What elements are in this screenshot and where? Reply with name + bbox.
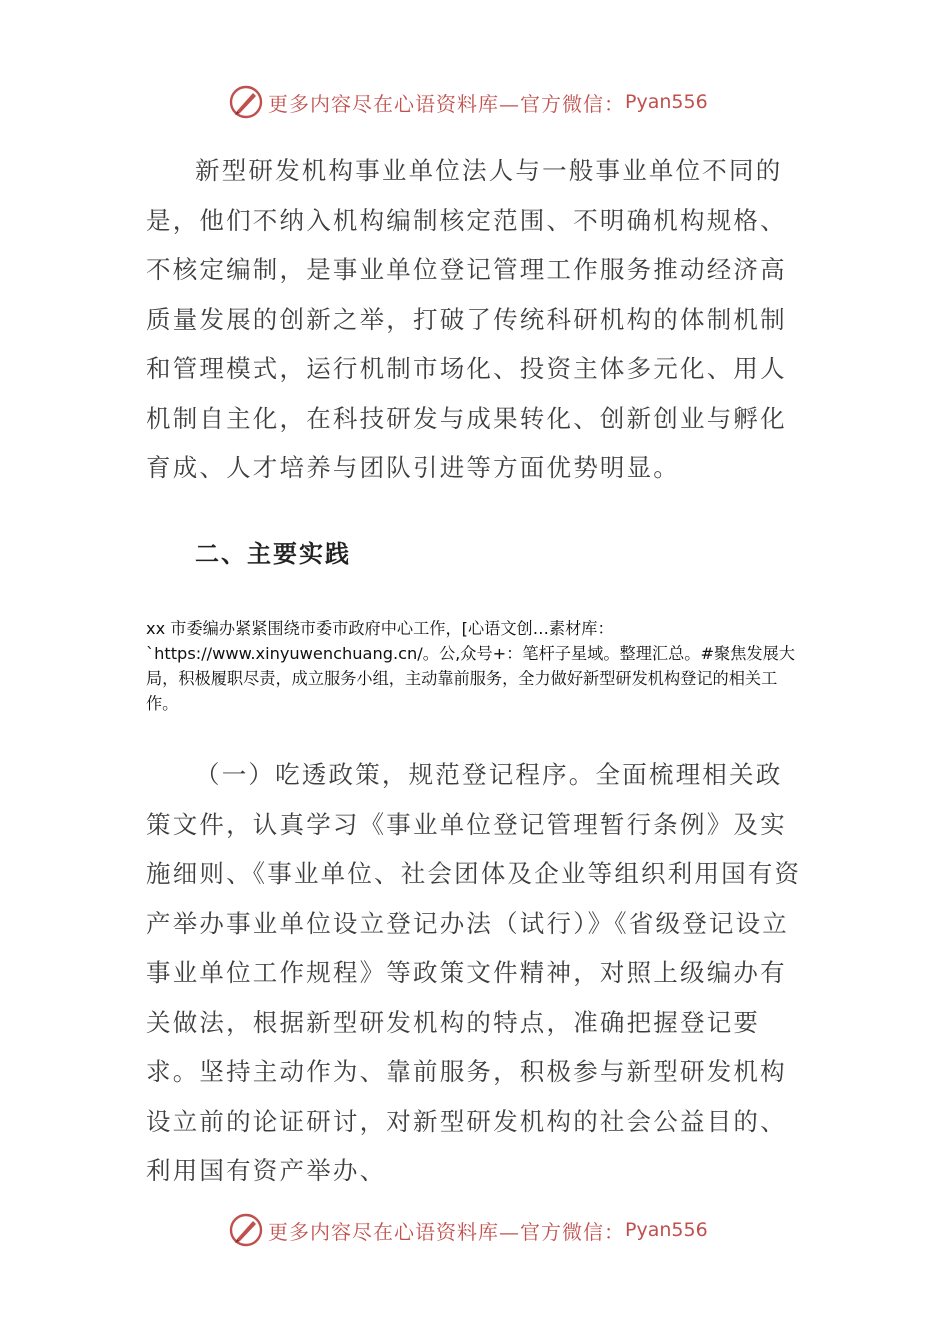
paragraph-2-text: （一）吃透政策，规范登记程序。全面梳理相关政策文件，认真学习《事业单位登记管理暂行条例》及实施细则、《事业单位、社会团体及企业等组织利用国有资产举办事业单位设立登记办法（试行）》《省级登记设立事业单位工作规程》等政策文件精神，对照上级编办有关做法，根据新型研发机构的特点，准确把握登记要求。坚持主动作为、靠前服务，积极参与新型研发机构设立前的论证研讨，对新型研发机构的社会公益目的、利用国有资产举办、 <box>146 760 802 1185</box>
pen-logo-icon <box>228 84 264 120</box>
header-banner <box>228 82 748 122</box>
banner-text: 更多内容尽在心语资料库—官方微信： <box>268 1219 625 1244</box>
banner-text: 更多内容尽在心语资料库—官方微信： <box>268 91 625 116</box>
paragraph-1-text: 新型研发机构事业单位法人与一般事业单位不同的是，他们不纳入机构编制核定范围、不明确机构规格、不核定编制，是事业单位登记管理工作服务推动经济高质量发展的创新之举，打破了传统科研机构的体制机制和管理模式，运行机制市场化、投资主体多元化、用人机制自主化，在科技研发与成果转化、创新创业与孵化育成、人才培养与团队引进等方面优势明显。 <box>146 156 787 482</box>
pen-logo-icon <box>228 1212 264 1248</box>
footer-banner <box>228 1210 748 1250</box>
banner-wechat-id: Pyan556 <box>625 91 708 113</box>
banner-wechat-id: Pyan556 <box>625 1219 708 1241</box>
paragraph-1 <box>146 146 806 493</box>
small-paragraph: xx 市委编办紧紧围绕市委市政府中心工作，[心语文创…素材库：`https://www.xinyuwenchuang.cn/。公,众号+：笔杆子星域。整理汇总。#聚焦发展大局，积极履职尽责，成立服务小组，主动靠前服务，全力做好新型研发机构登记的相关工作。 <box>146 619 795 713</box>
paragraph-2 <box>146 750 806 1196</box>
section-heading: 二、主要实践 <box>195 540 351 568</box>
